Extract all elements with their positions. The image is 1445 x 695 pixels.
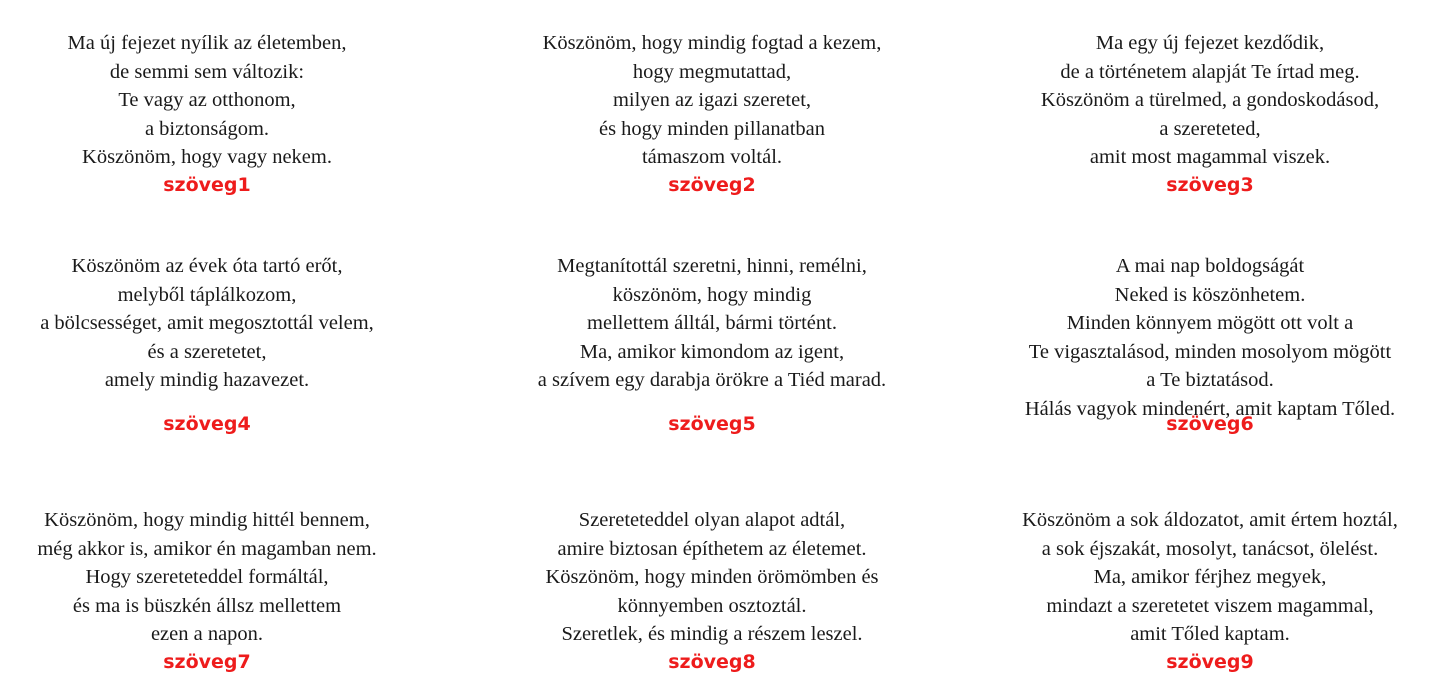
poem-line: mellettem álltál, bármi történt. bbox=[587, 312, 837, 334]
poem-line: milyen az igazi szeretet, bbox=[612, 89, 812, 111]
poem-line: Ma, amikor kimondom az igent, bbox=[579, 340, 845, 363]
poem-line: a sok éjszakát, mosolyt, tanácsot, ölelést. bbox=[1041, 537, 1379, 560]
poem-line: Köszönöm, hogy minden örömömben és bbox=[545, 566, 879, 588]
poem-line: Te vagy az otthonom, bbox=[118, 89, 296, 111]
poem-line: köszönöm, hogy mindig bbox=[612, 283, 812, 306]
text-label: szöveg8 bbox=[668, 651, 756, 673]
poem-line: Szereteteddel olyan alapot adtál, bbox=[578, 509, 846, 531]
poem-line: Köszönöm, hogy mindig fogtad a kezem, bbox=[542, 32, 882, 54]
poem-line: a Te biztatásod. bbox=[1146, 369, 1274, 391]
poem-line: a bölcsességet, amit megosztottál velem, bbox=[40, 312, 374, 334]
poem-line: mindazt a szeretetet viszem magammal, bbox=[1046, 594, 1374, 617]
poem-text bbox=[0, 29, 447, 172]
poem-line: Minden könnyem mögött ott volt a bbox=[1066, 312, 1354, 334]
poem-line: még akkor is, amikor én magamban nem. bbox=[37, 537, 377, 560]
poem-line: ezen a napon. bbox=[150, 623, 264, 645]
poem-line: Ma egy új fejezet kezdődik, bbox=[1095, 32, 1325, 54]
poem-line: Köszönöm, hogy vagy nekem. bbox=[82, 146, 332, 168]
poem-line: amit Tőled kaptam. bbox=[1130, 623, 1290, 645]
poem-line: Ma új fejezet nyílik az életemben, bbox=[67, 32, 347, 54]
poem-line: melyből táplálkozom, bbox=[117, 283, 297, 306]
poem-text bbox=[472, 29, 952, 172]
text-label: szöveg5 bbox=[668, 413, 756, 435]
text-block-9 bbox=[970, 506, 1445, 673]
text-block-7 bbox=[0, 506, 447, 673]
poem-text bbox=[970, 252, 1445, 423]
text-label: szöveg1 bbox=[163, 174, 251, 196]
poem-line: Szeretlek, és mindig a részem leszel. bbox=[561, 623, 863, 645]
poem-line: Hálás vagyok mindenért, amit kaptam Tőled. bbox=[1024, 397, 1396, 420]
poem-line: Köszönöm a türelmed, a gondoskodásod, bbox=[1040, 89, 1380, 111]
poem-line: Te vigasztalásod, minden mosolyom mögött bbox=[1028, 340, 1392, 363]
poem-line: a biztonságom. bbox=[144, 117, 270, 140]
text-label: szöveg4 bbox=[163, 413, 251, 435]
poem-text bbox=[970, 506, 1445, 649]
poem-line: de semmi sem változik: bbox=[109, 60, 305, 83]
poem-text bbox=[970, 29, 1445, 172]
text-block-3 bbox=[970, 29, 1445, 196]
poem-line: Hogy szereteteddel formáltál, bbox=[85, 566, 329, 588]
text-block-1 bbox=[0, 29, 447, 196]
text-block-5 bbox=[472, 252, 952, 435]
poem-line: a szívem egy darabja örökre a Tiéd marad. bbox=[537, 369, 887, 391]
text-label: szöveg7 bbox=[163, 651, 251, 673]
text-label: szöveg3 bbox=[1166, 174, 1254, 196]
poem-line: A mai nap boldogságát bbox=[1115, 255, 1305, 277]
poem-line: Köszönöm a sok áldozatot, amit értem hoztál, bbox=[1022, 509, 1398, 531]
poem-line: a szereteted, bbox=[1159, 117, 1261, 140]
poem-line: Ma, amikor férjhez megyek, bbox=[1093, 566, 1327, 588]
poem-line: könnyemben osztoztál. bbox=[617, 594, 807, 617]
text-label: szöveg9 bbox=[1166, 651, 1254, 673]
poem-line: és ma is büszkén állsz mellettem bbox=[72, 594, 342, 617]
poem-line: hogy megmutattad, bbox=[632, 60, 792, 83]
poem-line: Neked is köszönhetem. bbox=[1114, 283, 1306, 306]
poem-line: de a történetem alapját Te írtad meg. bbox=[1060, 60, 1360, 83]
text-block-8 bbox=[472, 506, 952, 673]
poem-line: amire biztosan építhetem az életemet. bbox=[557, 537, 867, 560]
poem-line: és a szeretetet, bbox=[147, 340, 267, 363]
text-block-2 bbox=[472, 29, 952, 196]
poem-text bbox=[0, 506, 447, 649]
poem-line: Megtanítottál szeretni, hinni, remélni, bbox=[557, 255, 867, 277]
text-label: szöveg6 bbox=[1166, 413, 1254, 435]
text-block-6 bbox=[970, 252, 1445, 435]
poem-line: Köszönöm az évek óta tartó erőt, bbox=[71, 255, 343, 277]
poem-line: támaszom voltál. bbox=[641, 146, 783, 168]
poem-text bbox=[0, 252, 447, 395]
text-block-4 bbox=[0, 252, 447, 435]
poem-line: és hogy minden pillanatban bbox=[598, 117, 826, 140]
poem-text bbox=[472, 252, 952, 395]
poem-line: amely mindig hazavezet. bbox=[104, 369, 310, 391]
text-label: szöveg2 bbox=[668, 174, 756, 196]
poem-text bbox=[472, 506, 952, 649]
poem-line: amit most magammal viszek. bbox=[1089, 146, 1331, 168]
poem-line: Köszönöm, hogy mindig hittél bennem, bbox=[44, 509, 370, 531]
